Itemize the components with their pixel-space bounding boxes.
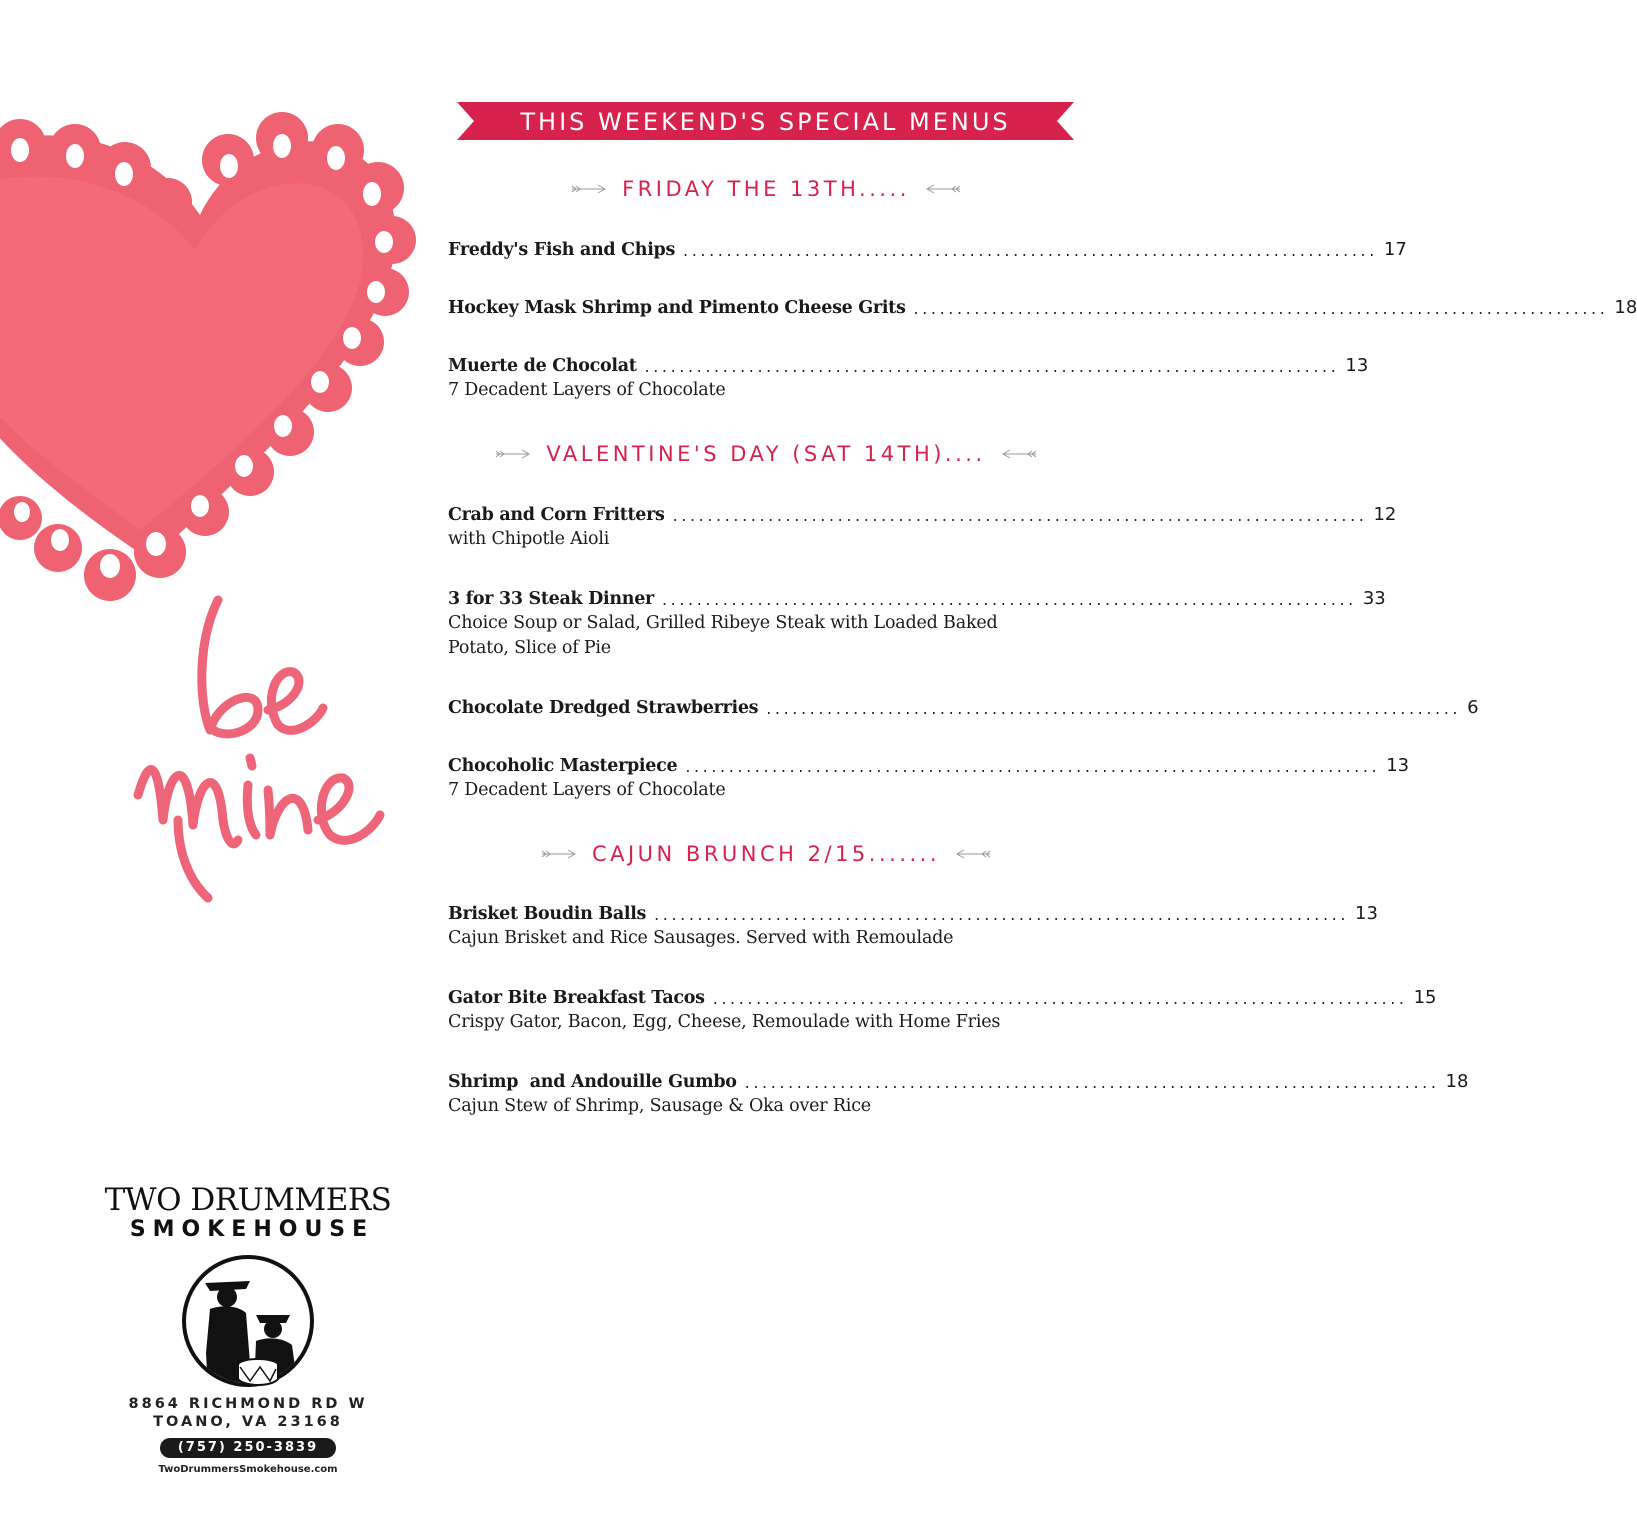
- restaurant-branding: [100, 1183, 396, 1475]
- item-price: 18: [1614, 297, 1637, 318]
- item-price: 13: [1355, 903, 1378, 924]
- menu-item: [448, 236, 1407, 260]
- item-name: Gator Bite Breakfast Tacos: [448, 988, 705, 1008]
- dot-leader: ................................................................................: [766, 699, 1462, 718]
- arrow-left-icon: [924, 184, 962, 194]
- dot-leader: ................................................................................: [685, 757, 1381, 776]
- website-text: TwoDrummersSmokehouse.com: [158, 1464, 338, 1475]
- menu-item: [448, 585, 1386, 661]
- dot-leader: ................................................................................: [654, 905, 1349, 924]
- item-description: 7 Decadent Layers of Chocolate: [448, 780, 726, 800]
- item-description: Choice Soup or Salad, Grilled Ribeye Steak with Loaded Baked Potato, Slice of Pie: [448, 613, 998, 658]
- drummers-logo-icon: [180, 1253, 316, 1389]
- banner-title: THIS WEEKEND'S SPECIAL MENUS: [520, 108, 1011, 136]
- item-name: Crab and Corn Fritters: [448, 505, 665, 525]
- dot-leader: ................................................................................: [683, 241, 1378, 260]
- item-price: 6: [1467, 697, 1479, 718]
- menu-item: [448, 752, 1410, 803]
- menu-item: [448, 984, 1437, 1035]
- arrow-left-icon: [1000, 449, 1038, 459]
- section-header-valentines: [448, 439, 1084, 469]
- item-name: Brisket Boudin Balls: [448, 904, 647, 924]
- item-price: 13: [1345, 355, 1369, 376]
- dot-leader: ................................................................................: [672, 506, 1368, 525]
- restaurant-name-line2: SMOKEHOUSE: [129, 1217, 375, 1242]
- item-description: 7 Decadent Layers of Chocolate: [448, 380, 726, 400]
- section-title: VALENTINE'S DAY (SAT 14TH)....: [546, 442, 986, 466]
- address-line2: TOANO, VA 23168: [153, 1414, 343, 1430]
- item-price: 33: [1362, 588, 1386, 609]
- arrow-right-icon: [540, 849, 578, 859]
- item-name: Chocolate Dredged Strawberries: [448, 698, 759, 718]
- item-description: Cajun Brisket and Rice Sausages. Served with Remoulade: [448, 928, 954, 948]
- item-name: Chocoholic Masterpiece: [448, 756, 678, 776]
- be-mine-script-illustration: [118, 580, 398, 910]
- dot-leader: ................................................................................: [661, 590, 1357, 609]
- item-name: Shrimp and Andouille Gumbo: [448, 1072, 737, 1092]
- address-line1: 8864 RICHMOND RD W: [128, 1396, 368, 1412]
- menu-item: [448, 694, 1479, 718]
- section-title: FRIDAY THE 13TH.....: [622, 177, 910, 201]
- dot-leader: ................................................................................: [744, 1073, 1440, 1092]
- item-price: 13: [1386, 755, 1410, 776]
- arrow-right-icon: [570, 184, 608, 194]
- dot-leader: ................................................................................: [644, 357, 1340, 376]
- item-price: 18: [1445, 1071, 1469, 1092]
- restaurant-name-line1: TWO DRUMMERS: [104, 1182, 392, 1218]
- item-price: 17: [1383, 239, 1407, 260]
- section-header-cajun-brunch: [448, 839, 1084, 869]
- phone-badge: (757) 250-3839: [160, 1438, 336, 1458]
- arrow-left-icon: [954, 849, 992, 859]
- item-name: Freddy's Fish and Chips: [448, 240, 676, 260]
- item-price: 12: [1373, 504, 1397, 525]
- section-title: CAJUN BRUNCH 2/15.......: [591, 842, 941, 866]
- dot-leader: ................................................................................: [913, 299, 1609, 318]
- specials-banner: [457, 102, 1074, 140]
- section-header-friday: [448, 174, 1084, 204]
- item-description: Cajun Stew of Shrimp, Sausage & Oka over Rice: [448, 1096, 871, 1116]
- menu-item: [448, 501, 1397, 552]
- menu-item: [448, 900, 1378, 951]
- item-name: 3 for 33 Steak Dinner: [448, 589, 654, 609]
- menu-item: [448, 1068, 1469, 1119]
- menu-item: [448, 294, 1637, 318]
- item-name: Muerte de Chocolat: [448, 356, 637, 376]
- item-name: Hockey Mask Shrimp and Pimento Cheese Grits: [448, 298, 906, 318]
- item-price: 15: [1413, 987, 1437, 1008]
- item-description: with Chipotle Aioli: [448, 529, 610, 549]
- dot-leader: ................................................................................: [712, 989, 1408, 1008]
- item-description: Crispy Gator, Bacon, Egg, Cheese, Remoulade with Home Fries: [448, 1012, 1001, 1032]
- arrow-right-icon: [494, 449, 532, 459]
- lace-heart-illustration: [0, 120, 410, 620]
- menu-item: [448, 352, 1369, 403]
